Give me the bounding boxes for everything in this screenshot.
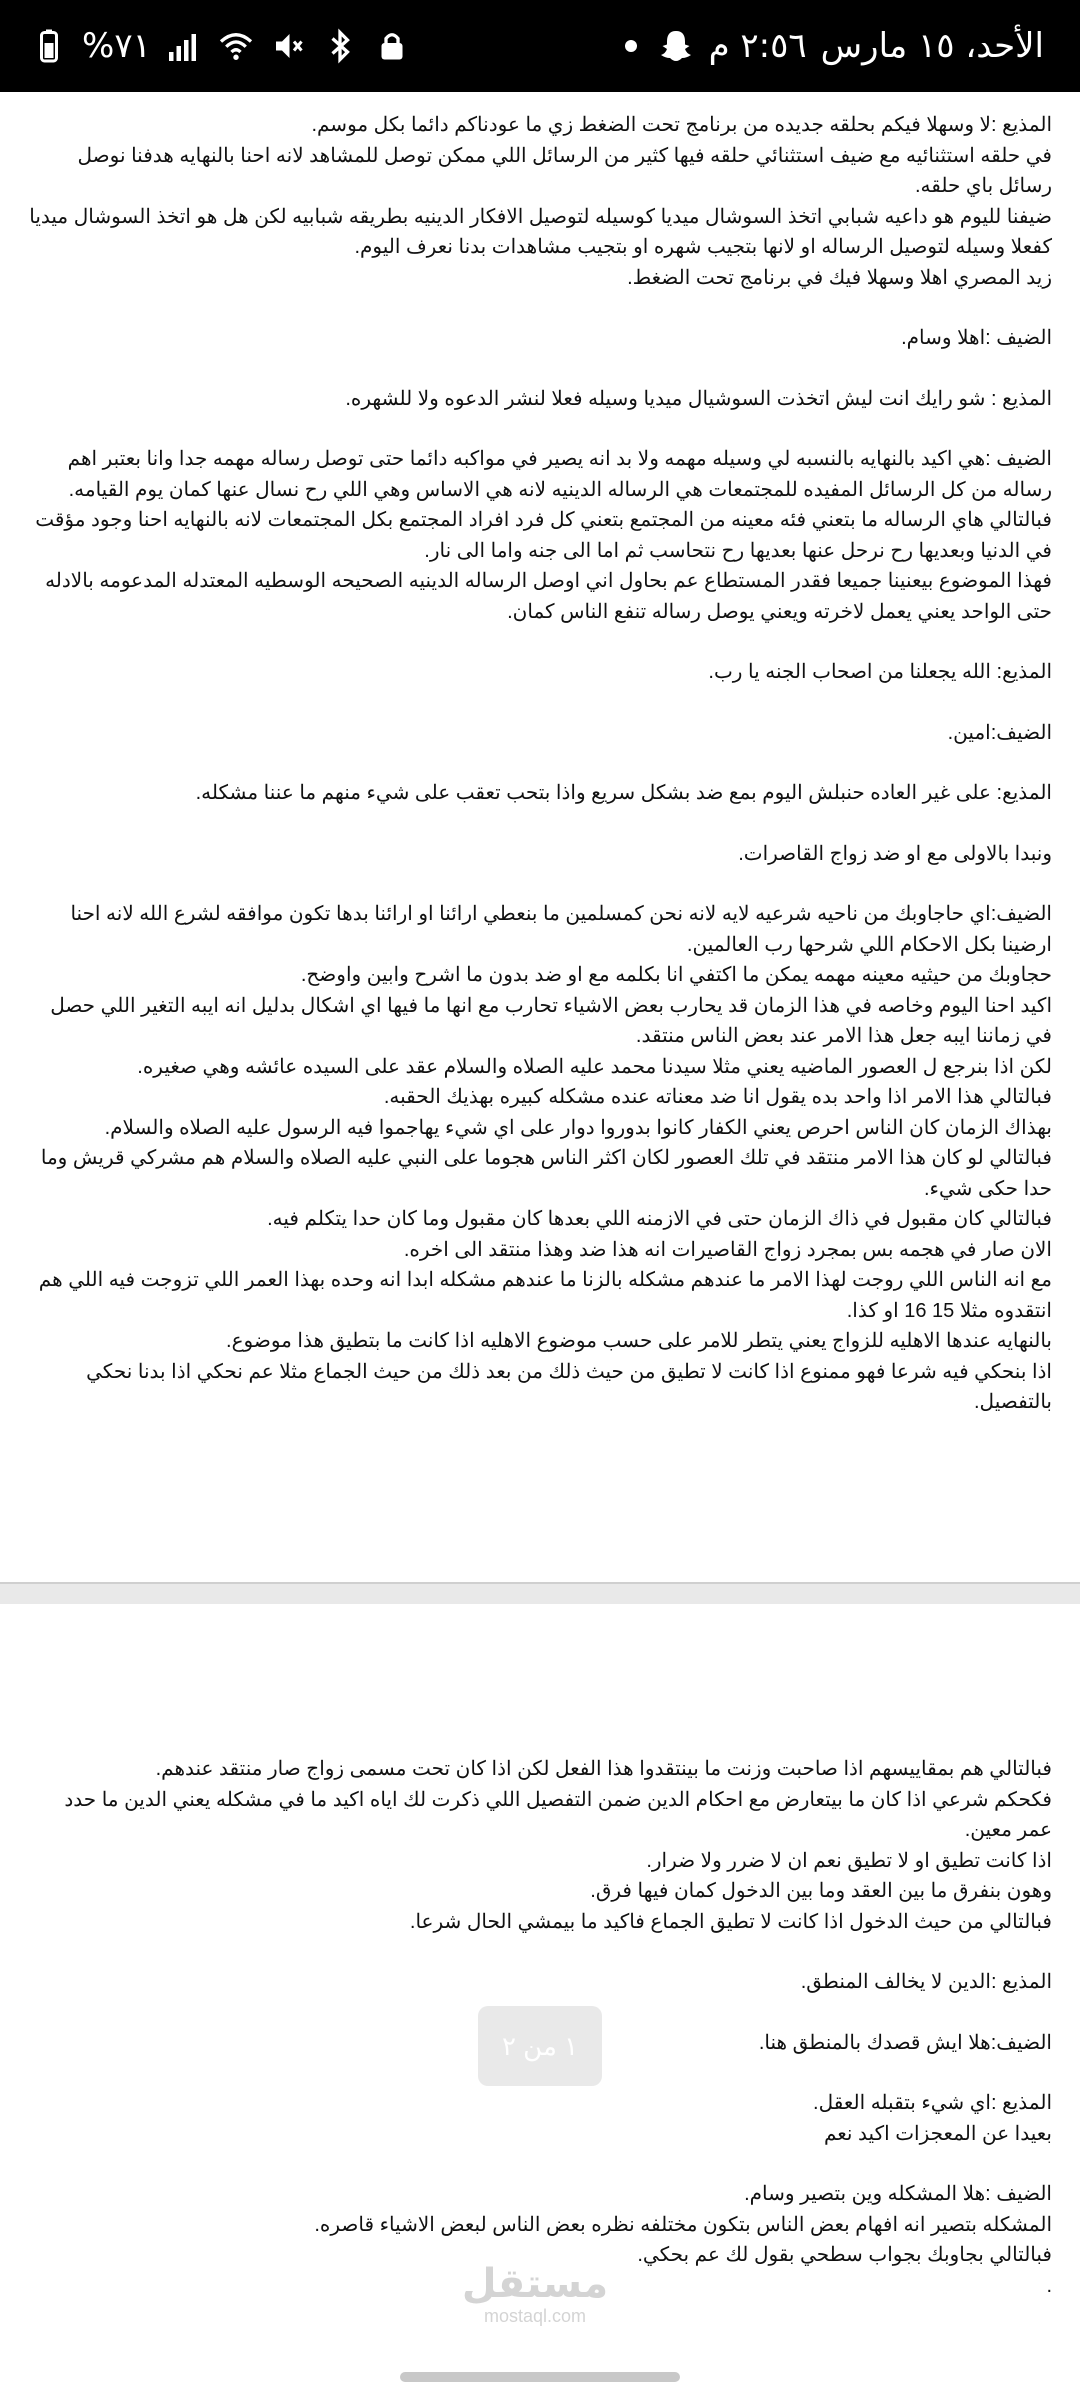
paragraph-gap <box>28 1937 1052 1967</box>
signal-icon <box>165 27 203 65</box>
text-line: الان صار في هجمه بس بمجرد زواج القاصيرات انه هذا ضد وهذا منتقد الى اخره. <box>403 1238 1052 1261</box>
text-line: فبالتالي كان مقبول في ذاك الزمان حتى في الازمنه اللي بعدها كان مقبول وما كان حدا يتكلم فيه. <box>267 1208 1052 1230</box>
text-line: الضيف:اي حاجاوبك من ناحيه شرعيه لايه لانه نحن كمسلمين ما بنعطي ارائنا او ارائنا بدها تكون موافقه لشرع الله لانه احنا ارضينا بكل الاحكام اللي شرحها رب العالمين. <box>70 903 1052 956</box>
paragraph-gap <box>28 414 1052 444</box>
paragraph-gap <box>28 748 1052 778</box>
text-line: الضيف:امين. <box>947 721 1052 744</box>
text-line: المذيع : شو رايك انت ليش اتخذت السوشيال ميديا وسيله فعلا لنشر الدعوه ولا للشهره. <box>345 387 1052 410</box>
text-line: فبالتالي هذا الامر اذا واحد بده يقول انا ضد معناته عنده مشكله كبيره بهذيك الحقبه. <box>383 1086 1052 1108</box>
notification-dot-icon <box>625 40 637 52</box>
text-line: المذيع :الدين لا يخالف المنطق. <box>800 1971 1052 1993</box>
text-line: فبالتالي بجاوبك بجواب سطحي بقول لك عم بحكي. <box>637 2244 1052 2266</box>
mute-icon <box>269 27 307 65</box>
status-bar-right <box>625 26 1044 66</box>
page-separator <box>0 1582 1080 1606</box>
lock-icon <box>373 27 411 65</box>
text-line: الضيف :هلا المشكله وين بتصير وسام. <box>744 2183 1052 2205</box>
document-text-page-2 <box>0 1604 1080 2301</box>
paragraph-gap <box>28 293 1052 323</box>
text-line: اذا بنحكي فيه شرعا فهو ممنوع اذا كانت لا تطيق من حيث ذلك من بعد ذلك من حيث الجماع مثلا عم نحكي اذا بدنا نحكي بالتفصيل. <box>86 1360 1052 1413</box>
text-line: اذا كانت تطيق او لا تطيق نعم ان لا ضرر ولا ضرار. <box>646 1849 1052 1872</box>
battery-icon <box>30 27 68 65</box>
document-text-page-1 <box>0 92 1080 1418</box>
page-counter: ١ من ٢ <box>478 2006 602 2086</box>
text-line: الضيف :هي اكيد بالنهايه بالنسبه لي وسيله مهمه ولا بد انه يصير في مواكبه دائما حتى توصل رساله مهمه جدا وانا بعتبر اهم رساله من كل الرسائل المفيده للمجتمعات هي الرساله الدينيه لانه هي الاساس وهي اللي رح نسال عنها كمان يوم القيامه. <box>67 448 1052 501</box>
text-line: في حلقه استثنائيه مع ضيف استثنائي حلقه فيها كثير من الرسائل اللي ممكن توصل للمشاهد لانه احنا بالنهايه هدفنا نوصل رسائل باي حلقه. <box>77 144 1052 197</box>
text-line: الضيف :اهلا وسام. <box>901 327 1052 349</box>
paragraph-gap <box>28 354 1052 384</box>
text-line: حجاوبك من حيثيه معينه مهمه يمكن ما اكتفي انا بكلمه مع او ضد بدون ما اشرح وابين واوضح. <box>300 964 1052 986</box>
paragraph-gap <box>28 2149 1052 2179</box>
text-line: بهذاك الزمان كان الناس احرص يعني الكفار كانوا بدوروا دوار على اي شيء يهاجموا فيه الرسول عليه الصلاه والسلام. <box>104 1116 1052 1139</box>
text-line: وهون بنفرق ما بين العقد وما بين الدخول كمان فيها فرق. <box>590 1880 1052 1902</box>
bluetooth-icon <box>321 27 359 65</box>
status-bar-left <box>30 26 411 66</box>
battery-percent: %٧١ <box>82 26 151 66</box>
paragraph-gap <box>28 688 1052 718</box>
home-gesture-bar[interactable] <box>400 2372 680 2382</box>
paragraph-gap <box>28 869 1052 899</box>
text-line: مع انه الناس اللي روجت لهذا الامر ما عندهم مشكله بالزنا ما عندهم مشكله ابدا انه وحده بهذا العمر اللي تزوجت فيه اللي هم انتقدوه مثلا 15 16 او كذا. <box>38 1269 1052 1322</box>
wifi-icon <box>217 27 255 65</box>
text-line: ضيفنا لليوم هو داعيه شبابي اتخذ السوشال ميديا كوسيله لتوصيل الافكار الدينيه بطريقه شبابيه لكن هل هو اتخذ السوشال ميديا كفعلا وسيله لتوصيل الرساله او لانها بتجيب شهره او بتجيب مشاهدات بدنا نعرف اليوم. <box>29 205 1052 258</box>
status-date: الأحد، ١٥ مارس <box>820 26 1044 66</box>
text-line: فهذا الموضوع بيعنينا جميعا فقدر المستطاع عم بحاول اني اوصل الرساله الدينيه الصحيحه الوسطيه المعتدله المدعومه بالادله حتى الواحد يعني يعمل لاخرته ويعني يوصل رساله تنفع الناس كمان. <box>45 570 1052 623</box>
text-line: فبالتالي هاي الرساله ما بتعني فئه معينه من المجتمع بتعني كل فرد افراد المجتمع بكل المجتمعات لانه بالنهايه احنا وجود مؤقت في الدنيا وبعديها رح نرحل عنها بعديها رح نتحاسب ثم اما الى جنه واما الى نار. <box>35 509 1052 562</box>
text-line: فبالتالي لو كان هذا الامر منتقد في تلك العصور لكان اكثر الناس هجوما على النبي عليه الصلاه والسلام هم مشركي قريش وما حدا حكى شيء. <box>40 1147 1052 1200</box>
paragraph-gap <box>28 809 1052 839</box>
text-line: لكن اذا بنرجع ل العصور الماضيه يعني مثلا سيدنا محمد عليه الصلاه والسلام عقد على السيده عائشه وهي صغيره. <box>137 1055 1052 1078</box>
watermark-main: مستقل <box>461 2261 609 2307</box>
text-line: اكيد احنا اليوم وخاصه في هذا الزمان قد يحارب بعض الاشياء تحارب مع انها ما فيها اي اشكال بدليل انه ايبه التغير اللي حصل في زماننا ايبه جعل هذا الامر عند بعض الناس منتقد. <box>50 994 1052 1047</box>
status-bar <box>0 0 1080 92</box>
text-line: المذيع: على غير العاده حنبلش اليوم بمع ضد بشكل سريع واذا بتحب تعقب على شيء منهم ما عننا مشكله. <box>195 782 1052 804</box>
text-line: . <box>1046 2274 1052 2297</box>
text-line: بالنهايه عندها الاهليه للزواج يعني يتطر للامر على حسب موضوع الاهليه اذا كانت ما بتطيق هذا موضوع. <box>226 1330 1052 1352</box>
text-line: المذيع :لا وسهلا فيكم بحلقه جديده من برنامج تحت الضغط زي ما عودناكم دائما بكل موسم. <box>311 114 1052 136</box>
text-line: فبالتالي من حيث الدخول اذا كانت لا تطيق الجماع فاكيد ما بيمشي الحال شرعا. <box>409 1910 1052 1933</box>
text-line: ونبدا بالاولى مع او ضد زواج القاصرات. <box>738 842 1052 865</box>
text-line: المذيع :اي شيء بتقبله العقل. <box>813 2092 1052 2114</box>
document-page-2[interactable] <box>0 1604 1080 2364</box>
text-line: الضيف:هلا ايش قصدك بالمنطق هنا. <box>758 2031 1052 2054</box>
document-page-1[interactable] <box>0 92 1080 1582</box>
text-line: بعيدا عن المعجزات اكيد نعم <box>823 2122 1052 2145</box>
snapchat-icon <box>657 27 695 65</box>
text-line: زيد المصري اهلا وسهلا فيك في برنامج تحت الضغط. <box>627 266 1052 289</box>
text-line: المشكله بتصير انه افهام بعض الناس بتكون مختلفه نظره بعض الناس لبعض الاشياء قاصره. <box>314 2213 1052 2236</box>
watermark-sub: mostaql.com <box>483 2306 587 2326</box>
status-time: ٢:٥٦ م <box>708 26 807 66</box>
text-line: فبالتالي هم بمقاييسهم اذا صاحبت وزنت ما بينتقدوا هذا الفعل لكن اذا كان تحت مسمى زواج صار منتقد عندهم. <box>155 1758 1052 1780</box>
text-line: فكحكم شرعي اذا كان ما بيتعارض مع احكام الدين ضمن التفصيل اللي ذكرت لك اياه اكيد ما في مشكله يعني الدين ما حدد عمر معين. <box>64 1788 1052 1841</box>
paragraph-gap <box>28 627 1052 657</box>
text-line: المذيع: الله يجعلنا من اصحاب الجنه يا رب. <box>708 661 1052 683</box>
watermark-logo <box>460 2262 610 2327</box>
